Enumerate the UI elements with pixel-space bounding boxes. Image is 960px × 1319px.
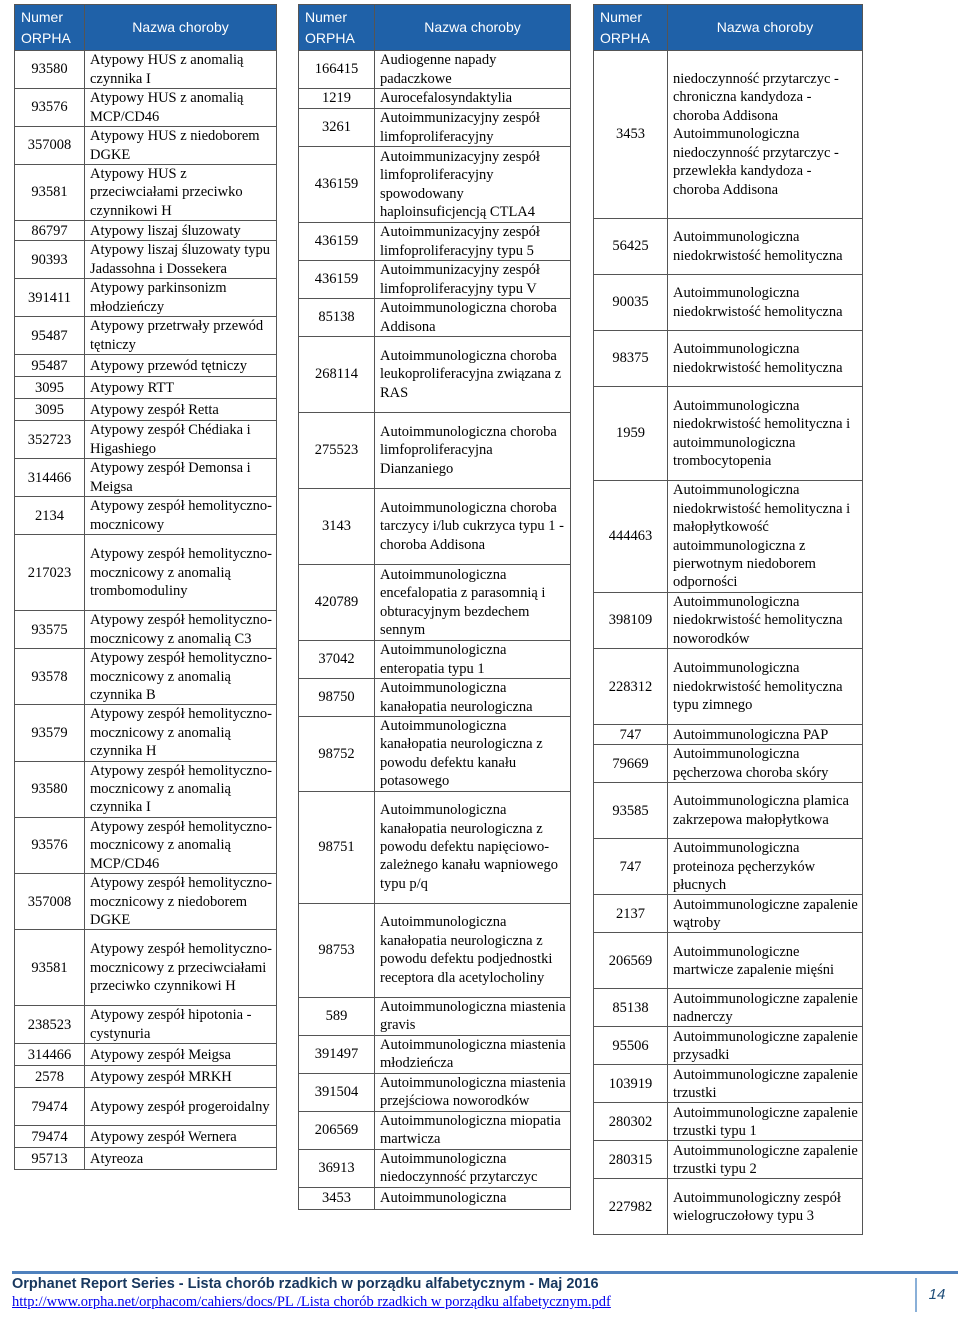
table-row	[594, 1027, 863, 1065]
orpha-number-cell: 93580	[15, 761, 85, 817]
table-row	[594, 745, 863, 783]
orpha-number-cell: 391497	[299, 1035, 375, 1073]
disease-name-cell: Atypowy RTT	[85, 377, 277, 399]
orpha-number-header: Numer ORPHA	[299, 5, 375, 51]
orpha-number-cell: 357008	[15, 127, 85, 165]
orpha-number-cell: 79474	[15, 1088, 85, 1126]
table-row	[594, 593, 863, 649]
table-row	[299, 1035, 571, 1073]
orpha-number-cell: 93580	[15, 51, 85, 89]
table-row	[15, 89, 277, 127]
orpha-number-cell: 85138	[299, 299, 375, 337]
disease-name-cell: Atypowy zespół hemolityczno-mocznicowy z anomalią czynnika B	[85, 649, 277, 705]
table-row	[15, 705, 277, 761]
orpha-number-header: Numer ORPHA	[594, 5, 668, 51]
orpha-number-cell: 90393	[15, 241, 85, 279]
table-row	[299, 997, 571, 1035]
table-row	[15, 1126, 277, 1148]
orpha-number-cell: 3095	[15, 377, 85, 399]
orpha-number-cell: 436159	[299, 261, 375, 299]
table-row	[15, 459, 277, 497]
orpha-number-cell: 2578	[15, 1066, 85, 1088]
orpha-number-cell: 275523	[299, 413, 375, 489]
orpha-number-cell: 93578	[15, 649, 85, 705]
orpha-number-cell: 95506	[594, 1027, 668, 1065]
table-row	[15, 1148, 277, 1170]
table-row	[594, 275, 863, 331]
disease-name-cell: Autoimmunologiczna kanałopatia neurologiczna	[375, 679, 571, 717]
table-row	[15, 611, 277, 649]
orpha-number-cell: 352723	[15, 421, 85, 459]
table-row	[299, 717, 571, 792]
orpha-number-cell: 79474	[15, 1126, 85, 1148]
disease-name-cell: Atypowy zespół hemolityczno-mocznicowy z anomalią C3	[85, 611, 277, 649]
disease-name-cell: Atypowy parkinsonizm młodzieńczy	[85, 279, 277, 317]
orpha-number-cell: 238523	[15, 1006, 85, 1044]
orpha-number-cell: 3143	[299, 489, 375, 565]
disease-name-cell: Aurocefalosyndaktylia	[375, 89, 571, 109]
orpha-number-cell: 98753	[299, 903, 375, 997]
orpha-number-cell: 3261	[299, 109, 375, 147]
document-link[interactable]: http://www.orpha.net/orphacom/cahiers/docs/PL /Lista chorób rzadkich w porządku alfabetycznym.pdf	[12, 1294, 611, 1310]
disease-name-header: Nazwa choroby	[85, 5, 277, 51]
disease-name-cell: Autoimmunologiczna niedokrwistość hemolityczna	[668, 219, 863, 275]
table-row	[299, 1073, 571, 1111]
orpha-number-header: Numer ORPHA	[15, 5, 85, 51]
orpha-number-cell: 93581	[15, 165, 85, 221]
disease-name-cell: Atypowy przetrwały przewód tętniczy	[85, 317, 277, 355]
table-row	[15, 127, 277, 165]
orpha-number-cell: 206569	[299, 1111, 375, 1149]
disease-name-cell: Autoimmunologiczna miastenia gravis	[375, 997, 571, 1035]
disease-name-header: Nazwa choroby	[668, 5, 863, 51]
disease-name-cell: Autoimmunologiczna niedokrwistość hemolityczna noworodków	[668, 593, 863, 649]
table-row	[594, 331, 863, 387]
table-row	[299, 337, 571, 413]
disease-name-cell: Atypowy HUS z niedoborem DGKE	[85, 127, 277, 165]
disease-name-cell: Atypowy przewód tętniczy	[85, 355, 277, 377]
table-row	[15, 165, 277, 221]
table-row	[15, 874, 277, 930]
table-row	[15, 399, 277, 421]
disease-name-cell: Autoimmunizacyjny zespół limfoproliferacyjny typu 5	[375, 223, 571, 261]
table-row	[299, 147, 571, 223]
table-row	[15, 317, 277, 355]
orpha-number-cell: 56425	[594, 219, 668, 275]
table-row	[299, 89, 571, 109]
table-row	[594, 783, 863, 839]
disease-name-cell: Atypowy zespół hemolityczno-mocznicowy z anomalią MCP/CD46	[85, 817, 277, 873]
page-number: 14	[915, 1278, 957, 1312]
table-row	[594, 1103, 863, 1141]
orpha-number-cell: 589	[299, 997, 375, 1035]
orpha-number-cell: 444463	[594, 481, 668, 593]
orpha-number-cell: 228312	[594, 649, 668, 725]
orpha-number-cell: 1959	[594, 387, 668, 481]
orpha-number-cell: 391411	[15, 279, 85, 317]
table-row	[594, 219, 863, 275]
disease-name-cell: Autoimmunologiczna choroba limfoproliferacyjna Dianzaniego	[375, 413, 571, 489]
orpha-number-cell: 98750	[299, 679, 375, 717]
disease-name-cell: Autoimmunologiczne zapalenie nadnerczy	[668, 989, 863, 1027]
disease-name-cell: Autoimmunologiczne zapalenie trzustki	[668, 1065, 863, 1103]
disease-name-cell: Autoimmunologiczna choroba Addisona	[375, 299, 571, 337]
table-row	[299, 1149, 571, 1187]
table-row	[15, 1088, 277, 1126]
disease-name-cell: Audiogenne napady padaczkowe	[375, 51, 571, 89]
table-row	[299, 1187, 571, 1209]
disease-name-cell: Autoimmunologiczna miastenia młodzieńcza	[375, 1035, 571, 1073]
table-row	[299, 261, 571, 299]
table-row	[15, 817, 277, 873]
table-row	[15, 51, 277, 89]
disease-name-cell: Autoimmunologiczny zespół wielogruczołowy typu 3	[668, 1179, 863, 1235]
orpha-number-cell: 93575	[15, 611, 85, 649]
disease-name-cell: Atypowy HUS z przeciwciałami przeciwko czynnikowi H	[85, 165, 277, 221]
table-row	[15, 930, 277, 1006]
disease-name-cell: Atypowy zespół Meigsa	[85, 1044, 277, 1066]
disease-name-cell: Autoimmunologiczna enteropatia typu 1	[375, 641, 571, 679]
orpha-number-cell: 280315	[594, 1141, 668, 1179]
orpha-number-cell: 79669	[594, 745, 668, 783]
table-row	[15, 221, 277, 241]
orpha-number-cell: 420789	[299, 565, 375, 641]
table-row	[299, 565, 571, 641]
orpha-number-cell: 37042	[299, 641, 375, 679]
orpha-number-cell: 3453	[594, 51, 668, 219]
table-row	[15, 1066, 277, 1088]
table-row	[15, 1044, 277, 1066]
disease-name-header: Nazwa choroby	[375, 5, 571, 51]
disease-table-1	[14, 4, 277, 1170]
orpha-number-cell: 93579	[15, 705, 85, 761]
orpha-number-cell: 93581	[15, 930, 85, 1006]
orpha-number-cell: 747	[594, 725, 668, 745]
disease-name-cell: Atypowy zespół hipotonia - cystynuria	[85, 1006, 277, 1044]
disease-name-cell: Atypowy zespół hemolityczno-mocznicowy z anomalią czynnika H	[85, 705, 277, 761]
disease-name-cell: Atyreoza	[85, 1148, 277, 1170]
table-row	[594, 481, 863, 593]
table-row	[15, 535, 277, 611]
disease-name-cell: Autoimmunologiczna kanałopatia neurologiczna z powodu defektu kanału potasowego	[375, 717, 571, 792]
disease-name-cell: Autoimmunologiczne zapalenie trzustki typu 1	[668, 1103, 863, 1141]
disease-name-cell: Atypowy HUS z anomalią MCP/CD46	[85, 89, 277, 127]
orpha-number-cell: 391504	[299, 1073, 375, 1111]
orpha-number-cell: 2134	[15, 497, 85, 535]
disease-name-cell: Autoimmunologiczna miopatia martwicza	[375, 1111, 571, 1149]
disease-name-cell: Autoimmunizacyjny zespół limfoproliferacyjny typu V	[375, 261, 571, 299]
table-row	[594, 1065, 863, 1103]
report-series-title: Orphanet Report Series - Lista chorób rzadkich w porządku alfabetycznym - Maj 2016	[12, 1276, 599, 1292]
orpha-number-cell: 436159	[299, 147, 375, 223]
table-row	[15, 497, 277, 535]
table-row	[299, 679, 571, 717]
table-row	[299, 51, 571, 89]
orpha-number-cell: 93576	[15, 817, 85, 873]
orpha-number-cell: 268114	[299, 337, 375, 413]
orpha-number-cell: 2137	[594, 895, 668, 933]
disease-name-cell: Autoimmunologiczna kanałopatia neurologiczna z powodu defektu podjednostki receptora dla acetylocholiny	[375, 903, 571, 997]
orpha-number-cell: 36913	[299, 1149, 375, 1187]
orpha-number-cell: 357008	[15, 874, 85, 930]
disease-name-cell: Autoimmunologiczna plamica zakrzepowa małopłytkowa	[668, 783, 863, 839]
orpha-number-cell: 227982	[594, 1179, 668, 1235]
orpha-number-cell: 206569	[594, 933, 668, 989]
disease-name-cell: Autoimmunologiczna pęcherzowa choroba skóry	[668, 745, 863, 783]
table-row	[594, 933, 863, 989]
table-row	[594, 1141, 863, 1179]
orpha-number-cell: 3095	[15, 399, 85, 421]
disease-name-cell: Atypowy liszaj śluzowaty	[85, 221, 277, 241]
disease-name-cell: Autoimmunologiczne zapalenie przysadki	[668, 1027, 863, 1065]
disease-name-cell: Atypowy HUS z anomalią czynnika I	[85, 51, 277, 89]
table-row	[594, 839, 863, 895]
table-row	[15, 1006, 277, 1044]
orpha-number-cell: 86797	[15, 221, 85, 241]
disease-table-2	[298, 4, 571, 1210]
disease-name-cell: Autoimmunologiczna niedokrwistość hemolityczna	[668, 275, 863, 331]
disease-name-cell: Autoimmunologiczna niedokrwistość hemolityczna i autoimmunologiczna trombocytopenia	[668, 387, 863, 481]
orpha-number-cell: 747	[594, 839, 668, 895]
table-row	[594, 387, 863, 481]
disease-name-cell: Atypowy zespół progeroidalny	[85, 1088, 277, 1126]
table-row	[299, 641, 571, 679]
disease-name-cell: Autoimmunizacyjny zespół limfoproliferacyjny	[375, 109, 571, 147]
disease-name-cell: Autoimmunologiczna niedokrwistość hemolityczna i małopłytkowość autoimmunologiczna z pierwotnym niedoborem odporności	[668, 481, 863, 593]
disease-name-cell: Atypowy zespół hemolityczno-mocznicowy z anomalią czynnika I	[85, 761, 277, 817]
disease-name-cell: Autoimmunologiczna miastenia przejściowa noworodków	[375, 1073, 571, 1111]
orpha-number-cell: 314466	[15, 1044, 85, 1066]
disease-name-cell: Autoimmunizacyjny zespół limfoproliferacyjny spowodowany haploinsuficjencją CTLA4	[375, 147, 571, 223]
disease-name-cell: Atypowy zespół Demonsa i Meigsa	[85, 459, 277, 497]
disease-name-cell: Autoimmunologiczna	[375, 1187, 571, 1209]
table-row	[594, 1179, 863, 1235]
table-row	[15, 649, 277, 705]
orpha-number-cell: 93585	[594, 783, 668, 839]
orpha-number-cell: 217023	[15, 535, 85, 611]
orpha-number-cell: 98752	[299, 717, 375, 792]
disease-name-cell: Atypowy zespół Chédiaka i Higashiego	[85, 421, 277, 459]
disease-name-cell: Autoimmunologiczna proteinoza pęcherzyków płucnych	[668, 839, 863, 895]
orpha-number-cell: 398109	[594, 593, 668, 649]
disease-name-cell: Autoimmunologiczna niedokrwistość hemolityczna	[668, 331, 863, 387]
orpha-number-cell: 95487	[15, 355, 85, 377]
table-row	[299, 413, 571, 489]
disease-name-cell: Autoimmunologiczne zapalenie trzustki typu 2	[668, 1141, 863, 1179]
orpha-number-cell: 95713	[15, 1148, 85, 1170]
orpha-number-cell: 103919	[594, 1065, 668, 1103]
disease-name-cell: Autoimmunologiczna niedokrwistość hemolityczna typu zimnego	[668, 649, 863, 725]
disease-name-cell: Atypowy zespół hemolityczno-mocznicowy	[85, 497, 277, 535]
disease-name-cell: Atypowy zespół Wernera	[85, 1126, 277, 1148]
disease-name-cell: Autoimmunologiczna niedoczynność przytarczyc	[375, 1149, 571, 1187]
disease-table-3	[593, 4, 863, 1235]
disease-name-cell: Autoimmunologiczna choroba leukoproliferacyjna związana z RAS	[375, 337, 571, 413]
table-row	[15, 279, 277, 317]
table-row	[299, 1111, 571, 1149]
table-row	[15, 761, 277, 817]
orpha-number-cell: 314466	[15, 459, 85, 497]
table-row	[299, 109, 571, 147]
disease-name-cell: Atypowy zespół Retta	[85, 399, 277, 421]
orpha-number-cell: 95487	[15, 317, 85, 355]
disease-name-cell: niedoczynność przytarczyc - chroniczna kandydoza - choroba Addisona Autoimmunologiczna niedoczynność przytarczyc - przewlekła kandydoza - choroba Addisona	[668, 51, 863, 219]
orpha-number-cell: 90035	[594, 275, 668, 331]
disease-name-cell: Autoimmunologiczna kanałopatia neurologiczna z powodu defektu napięciowo-zależnego kanału wapniowego typu p/q	[375, 791, 571, 903]
disease-name-cell: Autoimmunologiczna PAP	[668, 725, 863, 745]
disease-name-cell: Autoimmunologiczna encefalopatia z parasomnią i obturacyjnym bezdechem sennym	[375, 565, 571, 641]
table-row	[15, 241, 277, 279]
orpha-number-cell: 280302	[594, 1103, 668, 1141]
table-row	[594, 51, 863, 219]
table-row	[594, 989, 863, 1027]
orpha-number-cell: 98751	[299, 791, 375, 903]
orpha-number-cell: 166415	[299, 51, 375, 89]
disease-name-cell: Atypowy zespół hemolityczno-mocznicowy z anomalią trombomoduliny	[85, 535, 277, 611]
orpha-number-cell: 93576	[15, 89, 85, 127]
table-row	[299, 791, 571, 903]
table-row	[15, 355, 277, 377]
orpha-number-cell: 98375	[594, 331, 668, 387]
table-row	[594, 895, 863, 933]
table-row	[299, 489, 571, 565]
table-row	[15, 421, 277, 459]
orpha-number-cell: 1219	[299, 89, 375, 109]
disease-name-cell: Atypowy zespół hemolityczno-mocznicowy z przeciwciałami przeciwko czynnikowi H	[85, 930, 277, 1006]
orpha-number-cell: 85138	[594, 989, 668, 1027]
table-row	[594, 649, 863, 725]
disease-name-cell: Autoimmunologiczne zapalenie wątroby	[668, 895, 863, 933]
orpha-number-cell: 3453	[299, 1187, 375, 1209]
table-row	[299, 223, 571, 261]
orpha-number-cell: 436159	[299, 223, 375, 261]
table-row	[594, 725, 863, 745]
disease-name-cell: Atypowy zespół hemolityczno-mocznicowy z niedoborem DGKE	[85, 874, 277, 930]
footer-divider	[12, 1271, 958, 1274]
disease-name-cell: Autoimmunologiczna choroba tarczycy i/lub cukrzyca typu 1 - choroba Addisona	[375, 489, 571, 565]
disease-name-cell: Atypowy zespół MRKH	[85, 1066, 277, 1088]
disease-name-cell: Autoimmunologiczne martwicze zapalenie mięśni	[668, 933, 863, 989]
table-row	[15, 377, 277, 399]
table-row	[299, 299, 571, 337]
table-row	[299, 903, 571, 997]
disease-name-cell: Atypowy liszaj śluzowaty typu Jadassohna i Dossekera	[85, 241, 277, 279]
